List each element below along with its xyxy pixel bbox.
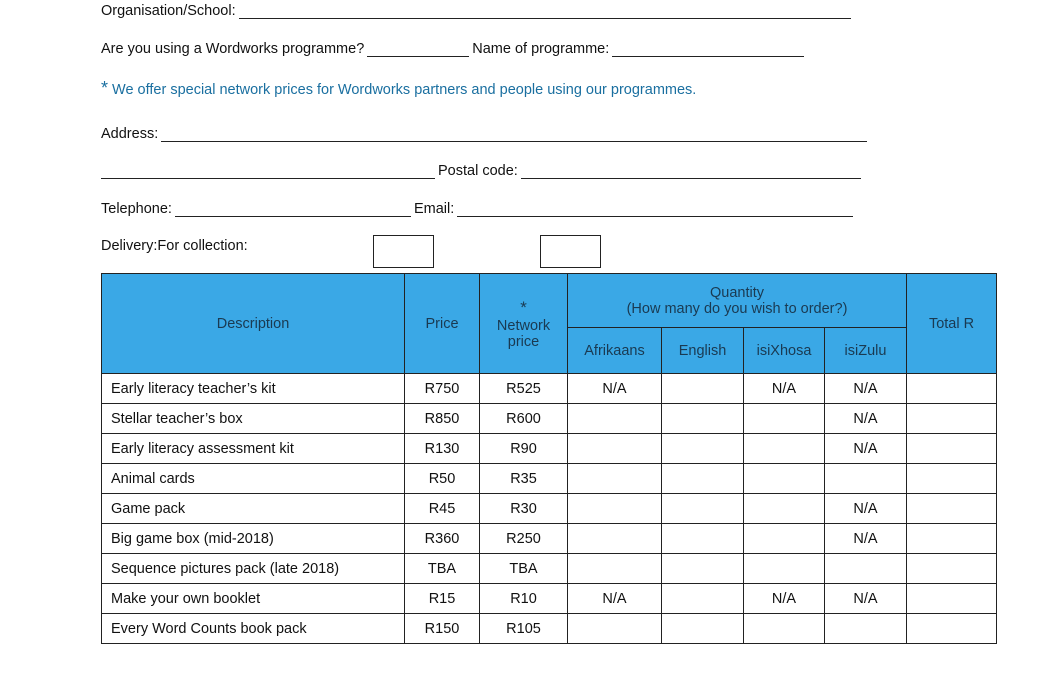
row-qty-isixhosa[interactable]: [744, 434, 825, 464]
organisation-label: Organisation/School:: [101, 3, 236, 19]
row-price: R15: [405, 584, 480, 614]
row-price: R45: [405, 494, 480, 524]
collection-checkbox[interactable]: [540, 235, 601, 268]
row-qty-isizulu[interactable]: [825, 554, 907, 584]
row-description: Game pack: [102, 494, 405, 524]
table-row: [102, 584, 997, 614]
row-qty-afrikaans[interactable]: [568, 404, 662, 434]
organisation-row: [101, 2, 854, 19]
row-qty-afrikaans[interactable]: [568, 464, 662, 494]
organisation-field[interactable]: [239, 2, 851, 19]
header-network-line2: price: [507, 333, 540, 350]
header-description: Description: [102, 274, 405, 374]
header-afrikaans: Afrikaans: [568, 328, 662, 374]
row-qty-isixhosa[interactable]: [744, 494, 825, 524]
row-qty-afrikaans[interactable]: [568, 554, 662, 584]
row-total[interactable]: [907, 554, 997, 584]
row-total[interactable]: [907, 494, 997, 524]
table-row: [102, 524, 997, 554]
row-qty-isizulu: N/A: [825, 584, 907, 614]
programme-answer-field[interactable]: [367, 40, 469, 57]
row-description: Early literacy assessment kit: [102, 434, 405, 464]
row-qty-english[interactable]: [662, 404, 744, 434]
row-qty-isixhosa[interactable]: [744, 524, 825, 554]
telephone-field[interactable]: [175, 200, 411, 217]
header-english: English: [662, 328, 744, 374]
row-network-price: R90: [480, 434, 568, 464]
email-label: Email:: [413, 201, 455, 217]
row-qty-afrikaans[interactable]: [568, 494, 662, 524]
programme-row: [101, 40, 807, 57]
postal-code-field[interactable]: [521, 162, 861, 179]
row-total[interactable]: [907, 434, 997, 464]
table-row: [102, 494, 997, 524]
row-qty-english[interactable]: [662, 374, 744, 404]
table-row: [102, 404, 997, 434]
row-qty-english[interactable]: [662, 524, 744, 554]
row-total[interactable]: [907, 584, 997, 614]
delivery-checkbox[interactable]: [373, 235, 434, 268]
address-label: Address:: [101, 126, 159, 142]
network-price-note: [101, 78, 696, 99]
header-isizulu: isiZulu: [825, 328, 907, 374]
row-price: TBA: [405, 554, 480, 584]
row-qty-afrikaans[interactable]: [568, 614, 662, 644]
row-description: Animal cards: [102, 464, 405, 494]
row-price: R50: [405, 464, 480, 494]
row-qty-english[interactable]: [662, 554, 744, 584]
note-asterisk: *: [101, 78, 109, 98]
delivery-row: [101, 238, 248, 254]
programme-name-field[interactable]: [612, 40, 804, 57]
table-row: [102, 374, 997, 404]
row-qty-english[interactable]: [662, 434, 744, 464]
row-qty-isizulu: N/A: [825, 434, 907, 464]
table-row: [102, 464, 997, 494]
row-total[interactable]: [907, 614, 997, 644]
header-network-line1: Network: [496, 317, 551, 334]
row-description: Big game box (mid-2018): [102, 524, 405, 554]
row-qty-isizulu: N/A: [825, 494, 907, 524]
row-qty-isixhosa[interactable]: [744, 614, 825, 644]
row-qty-english[interactable]: [662, 494, 744, 524]
row-network-price: R600: [480, 404, 568, 434]
table-row: [102, 554, 997, 584]
row-price: R150: [405, 614, 480, 644]
programme-name-label: Name of programme:: [472, 41, 610, 57]
row-network-price: R30: [480, 494, 568, 524]
note-text: We offer special network prices for Wordworks partners and people using our programmes.: [112, 82, 697, 98]
row-price: R750: [405, 374, 480, 404]
row-description: Early literacy teacher’s kit: [102, 374, 405, 404]
header-isixhosa: isiXhosa: [744, 328, 825, 374]
address-field-line2[interactable]: [101, 162, 435, 179]
row-total[interactable]: [907, 404, 997, 434]
row-qty-afrikaans[interactable]: [568, 434, 662, 464]
row-qty-afrikaans: N/A: [568, 374, 662, 404]
row-network-price: R35: [480, 464, 568, 494]
row-qty-isizulu[interactable]: [825, 464, 907, 494]
row-total[interactable]: [907, 464, 997, 494]
postal-row: [101, 162, 864, 179]
email-field[interactable]: [457, 200, 853, 217]
row-price: R360: [405, 524, 480, 554]
row-total[interactable]: [907, 374, 997, 404]
header-network-asterisk: *: [520, 297, 527, 317]
row-qty-isixhosa[interactable]: [744, 554, 825, 584]
row-network-price: R105: [480, 614, 568, 644]
address-field[interactable]: [161, 125, 867, 142]
row-qty-isizulu[interactable]: [825, 614, 907, 644]
row-qty-isizulu: N/A: [825, 404, 907, 434]
row-qty-isixhosa[interactable]: [744, 404, 825, 434]
row-total[interactable]: [907, 524, 997, 554]
table-row: [102, 614, 997, 644]
header-total: Total R: [907, 274, 997, 374]
row-description: Stellar teacher’s box: [102, 404, 405, 434]
row-qty-isizulu: N/A: [825, 524, 907, 554]
header-network-price: [480, 274, 568, 374]
header-price: Price: [405, 274, 480, 374]
table-row: [102, 434, 997, 464]
row-description: Every Word Counts book pack: [102, 614, 405, 644]
address-row: [101, 125, 870, 142]
row-qty-afrikaans[interactable]: [568, 524, 662, 554]
row-qty-english[interactable]: [662, 614, 744, 644]
telephone-label: Telephone:: [101, 201, 172, 217]
row-description: Make your own booklet: [102, 584, 405, 614]
row-qty-isixhosa[interactable]: [744, 464, 825, 494]
row-price: R130: [405, 434, 480, 464]
row-price: R850: [405, 404, 480, 434]
postal-code-label: Postal code:: [438, 163, 518, 179]
header-quantity-line1: Quantity: [710, 284, 764, 301]
row-qty-afrikaans: N/A: [568, 584, 662, 614]
header-quantity: [568, 274, 907, 328]
row-network-price: R10: [480, 584, 568, 614]
header-quantity-line2: (How many do you wish to order?): [626, 300, 848, 317]
programme-question-label: Are you using a Wordworks programme?: [101, 41, 365, 57]
row-description: Sequence pictures pack (late 2018): [102, 554, 405, 584]
row-qty-english[interactable]: [662, 584, 744, 614]
row-network-price: TBA: [480, 554, 568, 584]
row-network-price: R525: [480, 374, 568, 404]
delivery-label: Delivery:For collection:: [101, 238, 248, 254]
row-network-price: R250: [480, 524, 568, 554]
contact-row: [101, 200, 856, 217]
row-qty-isixhosa: N/A: [744, 584, 825, 614]
row-qty-isixhosa: N/A: [744, 374, 825, 404]
row-qty-english[interactable]: [662, 464, 744, 494]
order-table: [101, 273, 997, 644]
row-qty-isizulu: N/A: [825, 374, 907, 404]
